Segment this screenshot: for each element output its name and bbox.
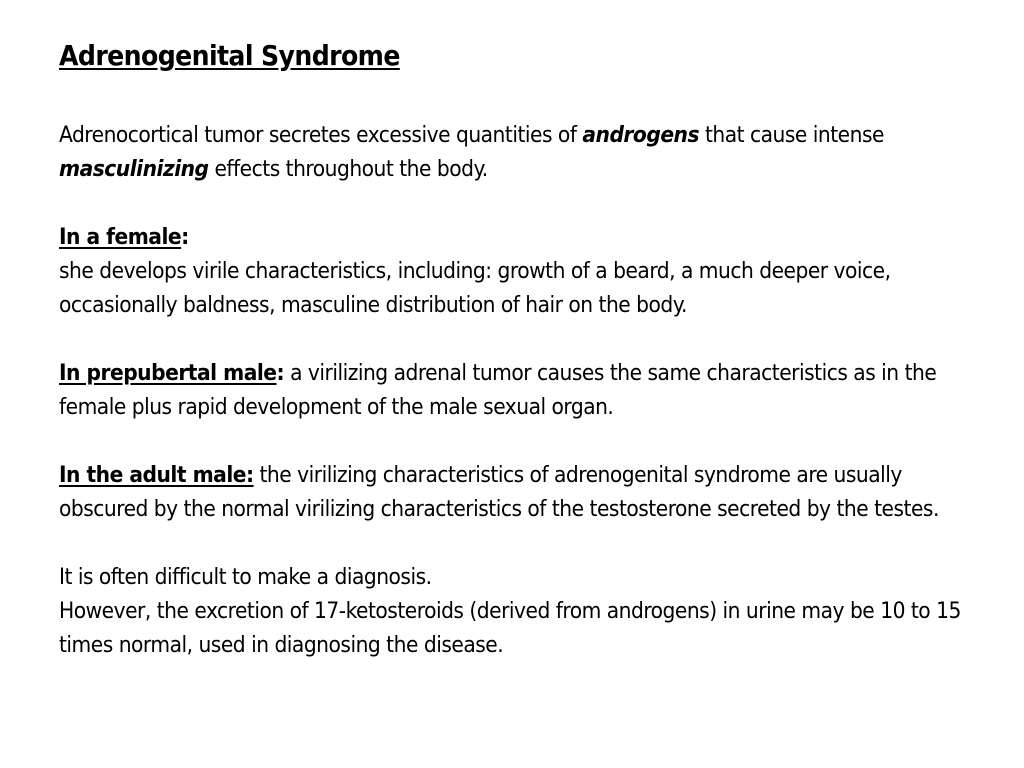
female-paragraph	[59, 220, 989, 322]
female-heading-line	[59, 220, 989, 254]
female-heading: In a female	[59, 224, 182, 250]
diagnosis-line-1: It is often difficult to make a diagnosis.	[59, 564, 432, 590]
androgens-term: androgens	[582, 122, 700, 148]
female-heading-colon: :	[181, 224, 189, 250]
masculinizing-term: masculinizing	[59, 156, 209, 182]
adult-paragraph	[59, 458, 989, 526]
prepubertal-text: a virilizing adrenal tumor causes the same characteristics as in the female plus rapid development of the male sexual organ.	[59, 360, 937, 420]
intro-text-3: effects throughout the body.	[208, 156, 488, 182]
diagnosis-line-2: However, the excretion of 17-ketosteroids (derived from androgens) in urine may be 10 to 15 times normal, used in diagnosing the disease.	[59, 598, 961, 658]
intro-paragraph	[59, 118, 989, 186]
slide-title: Adrenogenital Syndrome	[59, 39, 400, 72]
intro-text-1: Adrenocortical tumor secretes excessive quantities of	[59, 122, 583, 148]
adult-heading: In the adult male:	[59, 462, 254, 488]
adult-text: the virilizing characteristics of adrenogenital syndrome are usually obscured by the normal virilizing characteristics of the testosterone secreted by the testes.	[59, 462, 939, 522]
prepubertal-heading: In prepubertal male	[59, 360, 277, 386]
female-text: she develops virile characteristics, including: growth of a beard, a much deeper voice, occasionally baldness, masculine distribution of hair on the body.	[59, 258, 891, 318]
prepubertal-heading-colon: :	[276, 360, 285, 386]
diagnosis-paragraph	[59, 560, 989, 662]
slide-content	[59, 38, 989, 662]
intro-text-2: that cause intense	[699, 122, 884, 148]
prepubertal-paragraph	[59, 356, 989, 424]
